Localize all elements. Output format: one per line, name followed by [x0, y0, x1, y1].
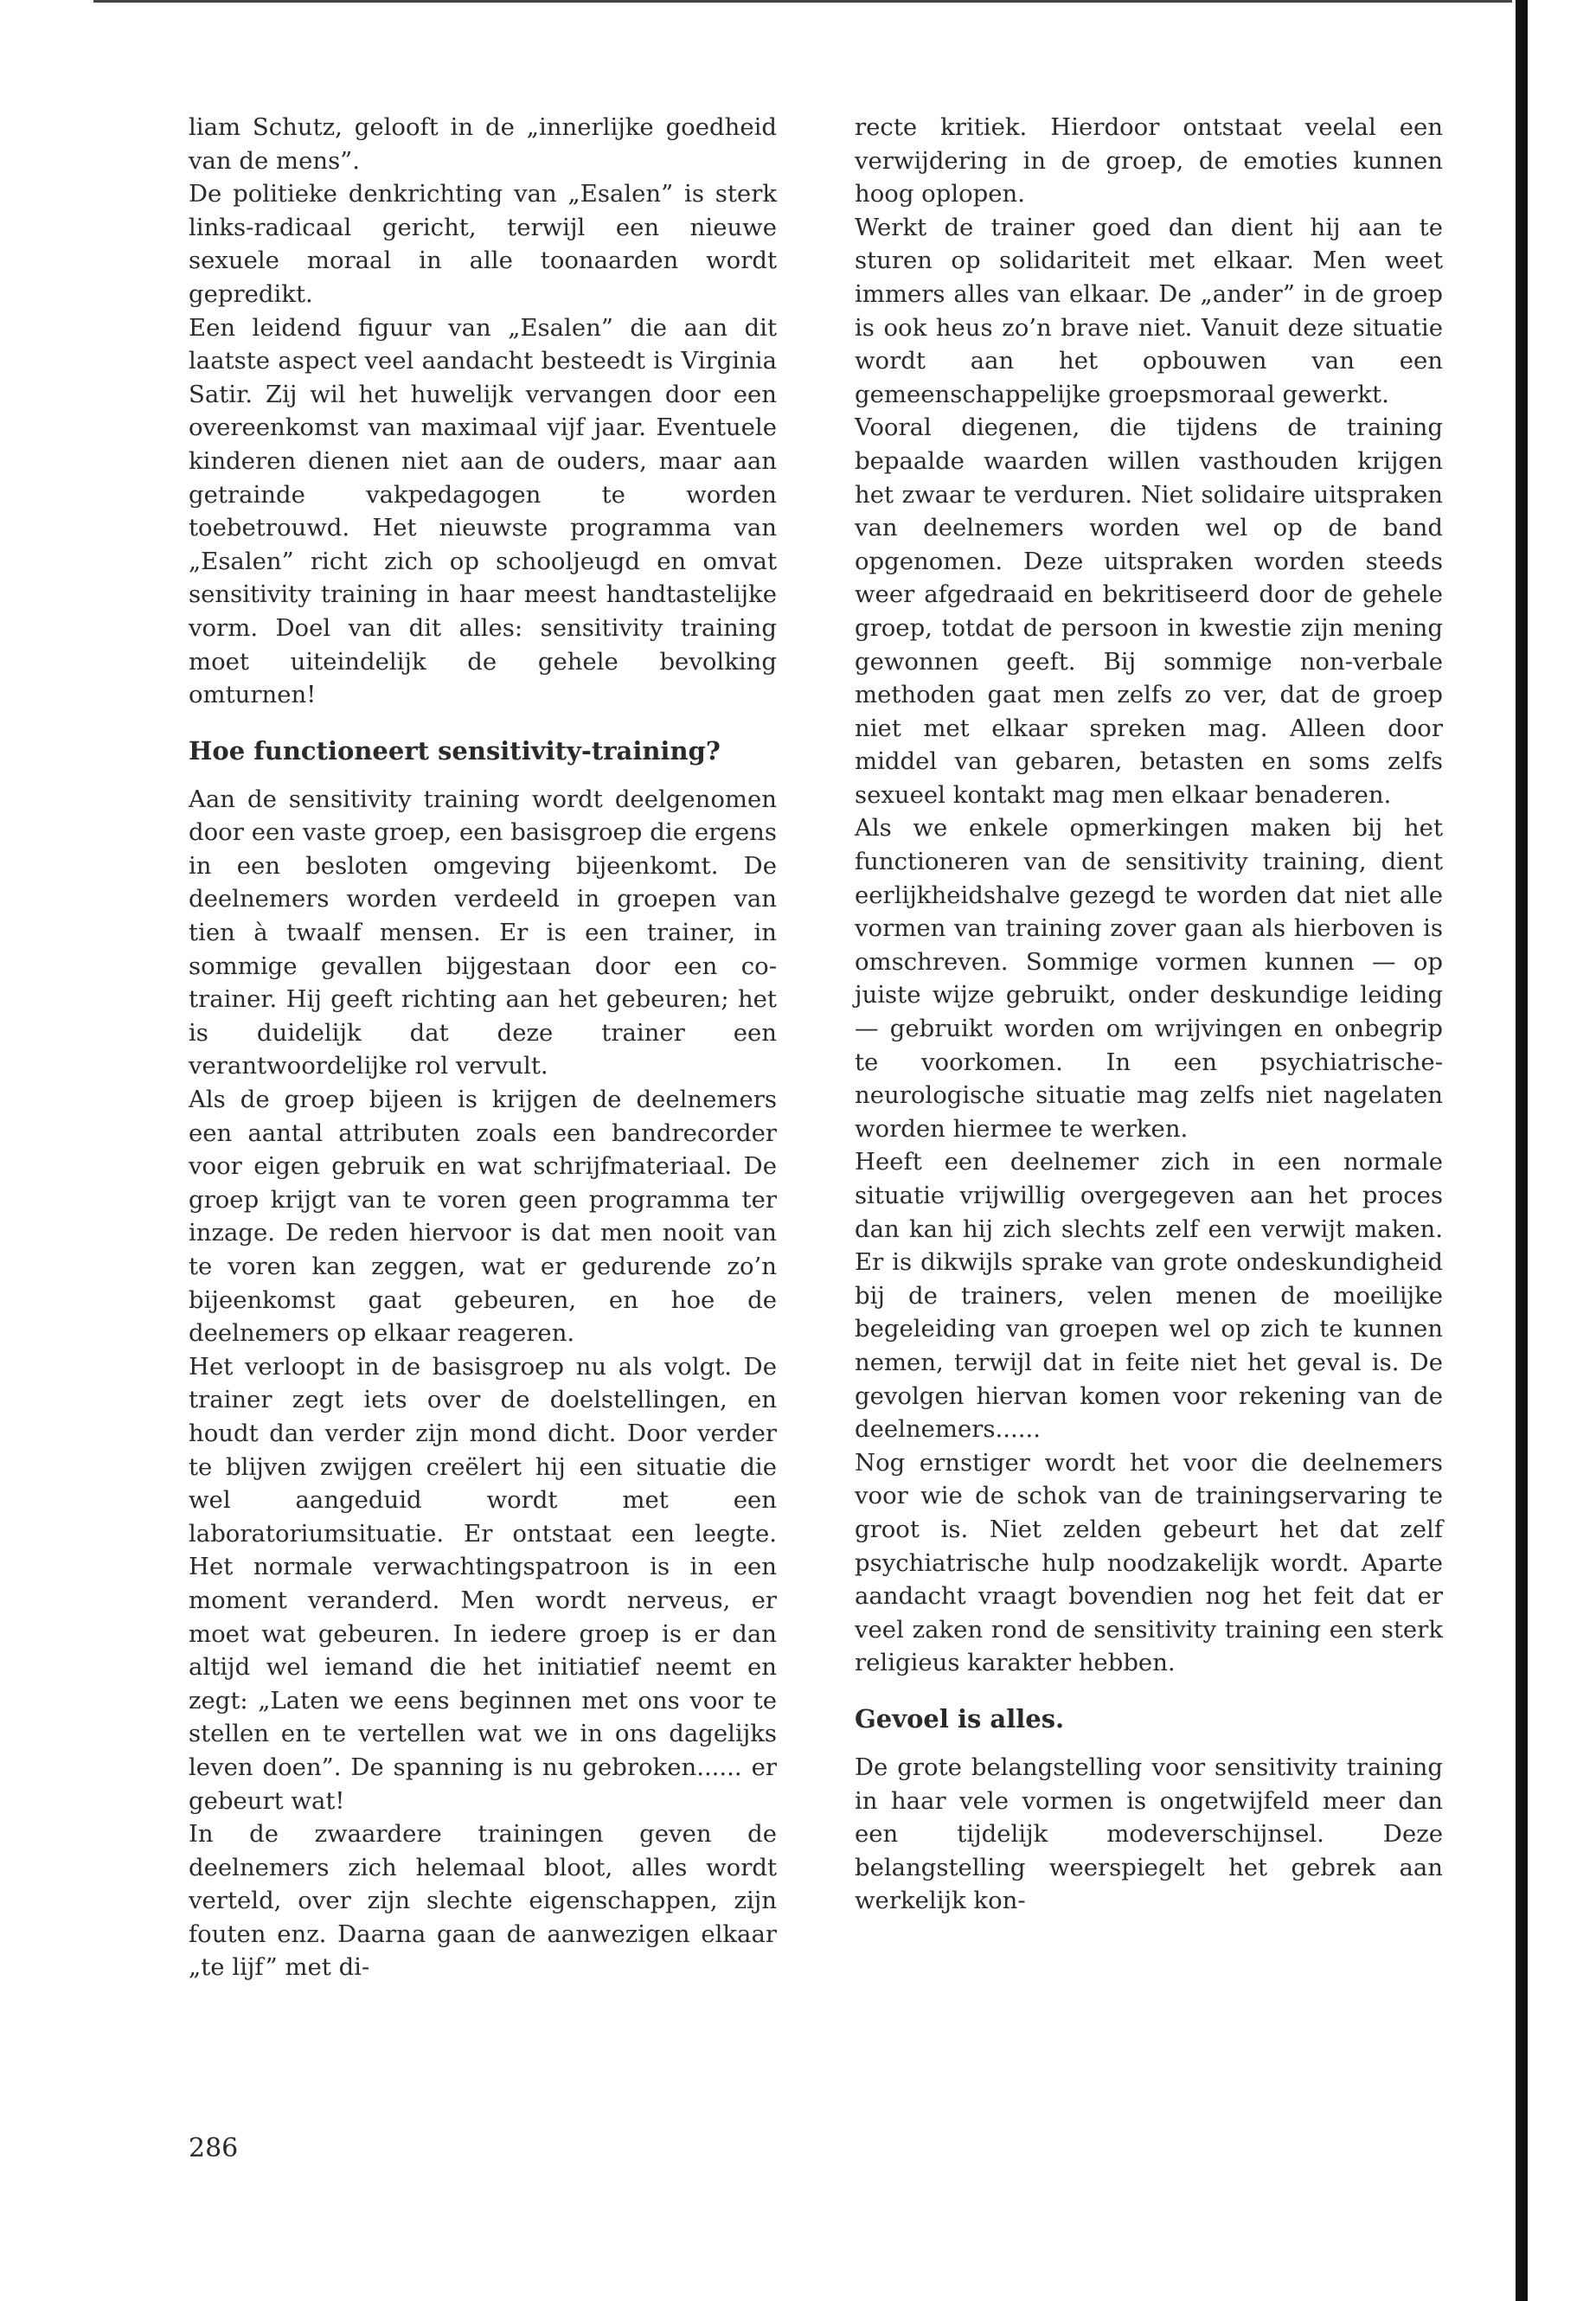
right-paragraph-6: Nog ernstiger wordt het voor die deelnemers voor wie de schok van de trainingservaring te groot is. Niet zelden gebeurt het dat zelf psychiatrische hulp noodzakelijk wordt. Aparte aandacht vraagt bovendien nog het feit dat er veel zaken rond de sensitivity training een sterk religieus karakter hebben. [855, 1448, 1443, 1677]
left-paragraph-4: Aan de sensitivity training wordt deelgenomen door een vaste groep, een basisgroep die ergens in een besloten omgeving bijeenkomt. De deelnemers worden verdeeld in groepen van tien à twaalf mensen. Er is een trainer, in sommige gevallen bijgestaan door een co-trainer. Hij geeft richting aan het gebeuren; het is duidelijk dat deze trainer een verantwoordelijke rol vervult. [189, 785, 777, 1080]
left-paragraph-2: De politieke denkrichting van „Esalen” is sterk links-radicaal gericht, terwijl een nieuwe sexuele moraal in alle toonaarden wordt gepredikt. [189, 180, 777, 308]
left-paragraph-7: In de zwaardere trainingen geven de deelnemers zich helemaal bloot, alles wordt verteld, over zijn slechte eigenschappen, zijn fouten enz. Daarna gaan de aanwezigen elkaar „te lijf” met di- [189, 1820, 777, 1982]
section-heading-feeling: Gevoel is alles. [855, 1703, 1065, 1734]
left-paragraph-6: Het verloopt in de basisgroep nu als volgt. De trainer zegt iets over de doelstellingen, en houdt dan verder zijn mond dicht. Door verder te blijven zwijgen creëlert hij een situatie die wel aangeduid wordt met een laboratoriumsituatie. Er ontstaat een leegte. Het normale verwachtingspatroon is in een moment veranderd. Men wordt nerveus, er moet wat gebeuren. In iedere groep is er dan altijd wel iemand die het initiatief neemt en zegt: „Laten we eens beginnen met ons voor te stellen en te vertellen wat we in ons dagelijks leven doen”. De spanning is nu gebroken...... er gebeurt wat! [189, 1352, 777, 1815]
right-paragraph-3: Vooral diegenen, die tijdens de training bepaalde waarden willen vasthouden krijgen het zwaar te verduren. Niet solidaire uitspraken van deelnemers worden wel op de band opgenomen. Deze uitspraken worden steeds weer afgedraaid en bekritiseerd door de gehele groep, totdat de persoon in kwestie zijn mening gewonnen geeft. Bij sommige non-verbale methoden gaat men zelfs zo ver, dat de groep niet met elkaar spreken mag. Alleen door middel van gebaren, betasten en soms zelfs sexueel kontakt mag men elkaar benaderen. [855, 413, 1443, 809]
right-paragraph-7: De grote belangstelling voor sensitivity training in haar vele vormen is ongetwijfeld meer dan een tijdelijk modeverschijnsel. Deze belangstelling weerspiegelt het gebrek aan werkelijk kon- [855, 1753, 1443, 1915]
right-paragraph-1: recte kritiek. Hierdoor ontstaat veelal een verwijdering in de groep, de emoties kunnen hoog oplopen. [855, 113, 1443, 208]
right-paragraph-5: Heeft een deelnemer zich in een normale situatie vrijwillig overgegeven aan het proces dan kan hij zich slechts zelf een verwijt maken. Er is dikwijls sprake van grote ondeskundigheid bij de trainers, velen menen de moeilijke begeleiding van groepen wel op zich te kunnen nemen, terwijl dat in feite niet het geval is. De gevolgen hiervan komen voor rekening van de deelnemers...... [855, 1148, 1443, 1444]
right-paragraph-4: Als we enkele opmerkingen maken bij het functioneren van de sensitivity training, dient eerlijkheidshalve gezegd te worden dat niet alle vormen van training zover gaan als hierboven is omschreven. Sommige vormen kunnen — op juiste wijze gebruikt, onder deskundige leiding — gebruikt worden om wrijvingen en onbegrip te voorkomen. In een psychiatrische-neurologische situatie mag zelfs niet nagelaten worden hiermee te werken. [855, 814, 1443, 1143]
top-rule [93, 0, 1512, 3]
right-column [855, 111, 1443, 1918]
left-paragraph-1: liam Schutz, gelooft in de „innerlijke goedheid van de mens”. [189, 113, 777, 175]
left-column [189, 111, 777, 1984]
section-heading-functioning: Hoe functioneert sensitivity-training? [189, 735, 721, 766]
left-paragraph-5: Als de groep bijeen is krijgen de deelnemers een aantal attributen zoals een bandrecorder voor eigen gebruik en wat schrijfmateriaal. De groep krijgt van te voren geen programma ter inzage. De reden hiervoor is dat men nooit van te voren kan zeggen, wat er gedurende zo’n bijeenkomst gaat gebeuren, en hoe de deelnemers op elkaar reageren. [189, 1086, 777, 1348]
page-number: 286 [189, 2133, 239, 2163]
left-paragraph-3: Een leidend figuur van „Esalen” die aan dit laatste aspect veel aandacht besteedt is Virginia Satir. Zij wil het huwelijk vervangen door een overeenkomst van maximaal vijf jaar. Eventuele kinderen dienen niet aan de ouders, maar aan getrainde vakpedagogen te worden toebetrouwd. Het nieuwste programma van „Esalen” richt zich op schooljeugd en omvat sensitivity training in haar meest handtastelijke vorm. Doel van dit alles: sensitivity training moet uiteindelijk de gehele bevolking omturnen! [189, 313, 777, 709]
right-paragraph-2: Werkt de trainer goed dan dient hij aan te sturen op solidariteit met elkaar. Men weet immers alles van elkaar. De „ander” in de groep is ook heus zo’n brave niet. Vanuit deze situatie wordt aan het opbouwen van een gemeenschappelijke groepsmoraal gewerkt. [855, 213, 1443, 408]
page-edge-bar [1516, 0, 1528, 2301]
